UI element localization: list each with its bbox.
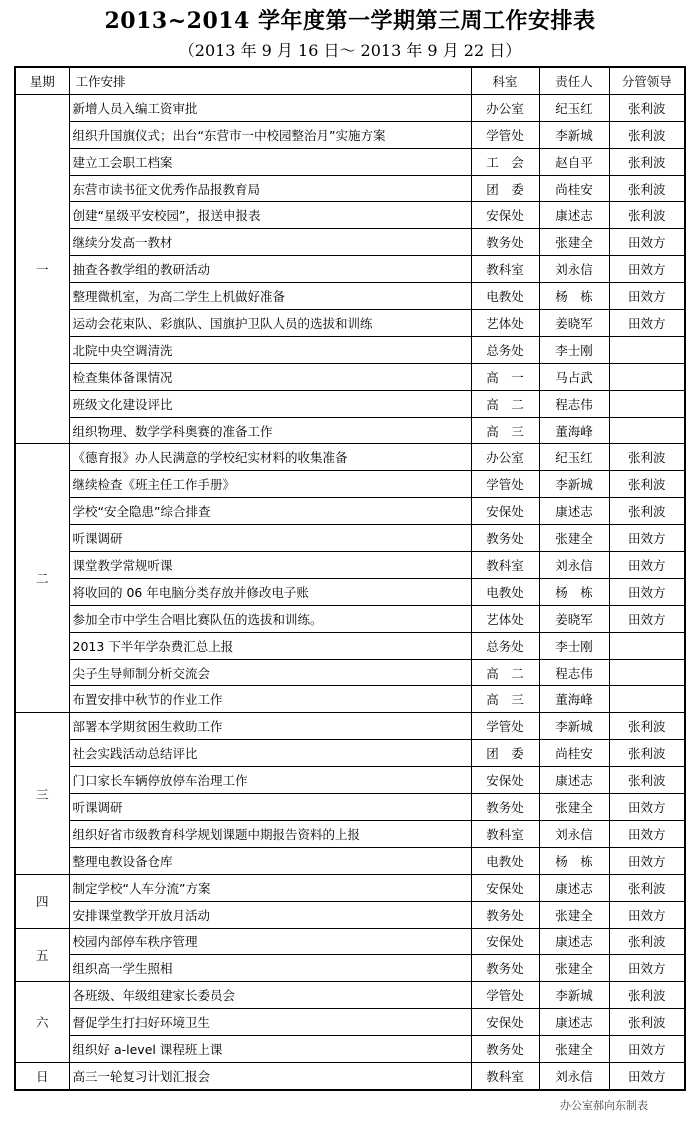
dept-cell: 教务处: [471, 1036, 539, 1063]
leader-cell: 田效方: [609, 605, 685, 632]
page-title: 2013~2014 学年度第一学期第三周工作安排表: [104, 8, 596, 34]
header-person: 责任人: [539, 67, 609, 94]
table-row: [15, 605, 685, 632]
table-row: [15, 148, 685, 175]
table-row: [15, 175, 685, 202]
dept-cell: 艺体处: [471, 310, 539, 337]
dept-cell: 安保处: [471, 767, 539, 794]
table-row: [15, 767, 685, 794]
person-cell: 张建全: [539, 229, 609, 256]
dept-cell: 教科室: [471, 820, 539, 847]
day-cell: 一: [15, 94, 69, 444]
task-cell: 学校“安全隐患”综合排查: [69, 498, 471, 525]
dept-cell: 教务处: [471, 229, 539, 256]
dept-cell: 学管处: [471, 982, 539, 1009]
task-cell: 抽查各教学组的教研活动: [69, 256, 471, 283]
dept-cell: 办公室: [471, 444, 539, 471]
task-cell: 社会实践活动总结评比: [69, 740, 471, 767]
task-cell: 各班级、年级组建家长委员会: [69, 982, 471, 1009]
table-row: [15, 982, 685, 1009]
person-cell: 张建全: [539, 955, 609, 982]
leader-cell: 张利波: [609, 202, 685, 229]
task-cell: 课堂教学常规听课: [69, 552, 471, 579]
schedule-body: [15, 94, 685, 1089]
table-row: [15, 336, 685, 363]
task-cell: 尖子生导师制分析交流会: [69, 659, 471, 686]
leader-cell: [609, 363, 685, 390]
task-cell: 北院中央空调清洗: [69, 336, 471, 363]
task-cell: 高三一轮复习计划汇报会: [69, 1062, 471, 1089]
dept-cell: 团 委: [471, 175, 539, 202]
leader-cell: 田效方: [609, 820, 685, 847]
dept-cell: 教科室: [471, 256, 539, 283]
person-cell: 康述志: [539, 202, 609, 229]
leader-cell: [609, 390, 685, 417]
date-range-subtitle: （2013 年 9 月 16 日～ 2013 年 9 月 22 日）: [178, 41, 522, 60]
task-cell: 校园内部停车秩序管理: [69, 928, 471, 955]
leader-cell: 张利波: [609, 94, 685, 121]
leader-cell: [609, 659, 685, 686]
day-cell: 五: [15, 928, 69, 982]
table-row: [15, 363, 685, 390]
day-cell: 三: [15, 713, 69, 874]
task-cell: 建立工会职工档案: [69, 148, 471, 175]
task-cell: 2013 下半年学杂费汇总上报: [69, 632, 471, 659]
leader-cell: 张利波: [609, 767, 685, 794]
table-row: [15, 1009, 685, 1036]
person-cell: 康述志: [539, 928, 609, 955]
table-row: [15, 713, 685, 740]
table-row: [15, 955, 685, 982]
leader-cell: [609, 686, 685, 713]
person-cell: 纪玉红: [539, 444, 609, 471]
task-cell: 新增人员入编工资审批: [69, 94, 471, 121]
leader-cell: 张利波: [609, 498, 685, 525]
leader-cell: 田效方: [609, 310, 685, 337]
day-cell: 日: [15, 1062, 69, 1089]
person-cell: 李新城: [539, 121, 609, 148]
table-row: [15, 578, 685, 605]
table-row: [15, 659, 685, 686]
dept-cell: 高 二: [471, 659, 539, 686]
task-cell: 整理微机室，为高二学生上机做好准备: [69, 283, 471, 310]
task-cell: 组织高一学生照相: [69, 955, 471, 982]
person-cell: 杨 栋: [539, 847, 609, 874]
task-cell: 布置安排中秋节的作业工作: [69, 686, 471, 713]
header-day: 星期: [15, 67, 69, 94]
dept-cell: 安保处: [471, 498, 539, 525]
person-cell: 张建全: [539, 525, 609, 552]
task-cell: 检查集体备课情况: [69, 363, 471, 390]
table-row: [15, 632, 685, 659]
person-cell: 尚桂安: [539, 740, 609, 767]
header-task: 工作安排: [69, 67, 471, 94]
dept-cell: 电教处: [471, 283, 539, 310]
leader-cell: 张利波: [609, 175, 685, 202]
table-row: [15, 256, 685, 283]
dept-cell: 高 二: [471, 390, 539, 417]
dept-cell: 总务处: [471, 336, 539, 363]
table-row: [15, 874, 685, 901]
dept-cell: 电教处: [471, 578, 539, 605]
task-cell: 督促学生打扫好环境卫生: [69, 1009, 471, 1036]
dept-cell: 教科室: [471, 1062, 539, 1089]
dept-cell: 安保处: [471, 1009, 539, 1036]
person-cell: 康述志: [539, 874, 609, 901]
leader-cell: 田效方: [609, 794, 685, 821]
person-cell: 姜晓军: [539, 310, 609, 337]
leader-cell: 张利波: [609, 713, 685, 740]
table-row: [15, 444, 685, 471]
dept-cell: 教务处: [471, 901, 539, 928]
schedule-table: [14, 66, 686, 1091]
leader-cell: 田效方: [609, 283, 685, 310]
table-row: [15, 552, 685, 579]
leader-cell: [609, 632, 685, 659]
header-dept: 科室: [471, 67, 539, 94]
table-row: [15, 121, 685, 148]
person-cell: 姜晓军: [539, 605, 609, 632]
table-row: [15, 740, 685, 767]
task-cell: 参加全市中学生合唱比赛队伍的选拔和训练。: [69, 605, 471, 632]
person-cell: 刘永信: [539, 256, 609, 283]
leader-cell: [609, 336, 685, 363]
person-cell: 尚桂安: [539, 175, 609, 202]
table-row: [15, 847, 685, 874]
table-row: [15, 820, 685, 847]
leader-cell: 田效方: [609, 847, 685, 874]
person-cell: 程志伟: [539, 659, 609, 686]
leader-cell: 田效方: [609, 1036, 685, 1063]
leader-cell: 田效方: [609, 552, 685, 579]
leader-cell: 田效方: [609, 256, 685, 283]
leader-cell: 张利波: [609, 1009, 685, 1036]
table-row: [15, 525, 685, 552]
task-cell: 组织升国旗仪式；出台“东营市一中校园整治月”实施方案: [69, 121, 471, 148]
person-cell: 李士刚: [539, 632, 609, 659]
leader-cell: 田效方: [609, 525, 685, 552]
leader-cell: 田效方: [609, 901, 685, 928]
leader-cell: 田效方: [609, 955, 685, 982]
table-row: [15, 1036, 685, 1063]
dept-cell: 教务处: [471, 955, 539, 982]
leader-cell: 田效方: [609, 578, 685, 605]
person-cell: 刘永信: [539, 820, 609, 847]
task-cell: 《德育报》办人民满意的学校纪实材料的收集准备: [69, 444, 471, 471]
task-cell: 听课调研: [69, 794, 471, 821]
table-row: [15, 928, 685, 955]
dept-cell: 学管处: [471, 121, 539, 148]
day-cell: 四: [15, 874, 69, 928]
table-row: [15, 1062, 685, 1089]
person-cell: 李新城: [539, 713, 609, 740]
person-cell: 杨 栋: [539, 283, 609, 310]
task-cell: 东营市读书征文优秀作品报教育局: [69, 175, 471, 202]
task-cell: 组织好省市级教育科学规划课题中期报告资料的上报: [69, 820, 471, 847]
person-cell: 康述志: [539, 767, 609, 794]
table-row: [15, 471, 685, 498]
dept-cell: 高 一: [471, 363, 539, 390]
table-row: [15, 901, 685, 928]
day-cell: 二: [15, 444, 69, 713]
dept-cell: 安保处: [471, 874, 539, 901]
leader-cell: 张利波: [609, 740, 685, 767]
leader-cell: 张利波: [609, 444, 685, 471]
person-cell: 董海峰: [539, 686, 609, 713]
leader-cell: 张利波: [609, 928, 685, 955]
task-cell: 继续分发高一教材: [69, 229, 471, 256]
table-row: [15, 283, 685, 310]
person-cell: 李士刚: [539, 336, 609, 363]
leader-cell: 张利波: [609, 874, 685, 901]
person-cell: 董海峰: [539, 417, 609, 444]
task-cell: 组织物理、数学学科奥赛的准备工作: [69, 417, 471, 444]
dept-cell: 工 会: [471, 148, 539, 175]
footer-note: 办公室郝向东制表: [560, 1099, 648, 1112]
dept-cell: 高 三: [471, 417, 539, 444]
header-leader: 分管领导: [609, 67, 685, 94]
person-cell: 康述志: [539, 1009, 609, 1036]
task-cell: 创建“星级平安校园”，报送申报表: [69, 202, 471, 229]
dept-cell: 学管处: [471, 713, 539, 740]
dept-cell: 办公室: [471, 94, 539, 121]
dept-cell: 教科室: [471, 552, 539, 579]
leader-cell: [609, 417, 685, 444]
task-cell: 继续检查《班主任工作手册》: [69, 471, 471, 498]
dept-cell: 安保处: [471, 928, 539, 955]
person-cell: 杨 栋: [539, 578, 609, 605]
task-cell: 安排课堂教学开放月活动: [69, 901, 471, 928]
leader-cell: 张利波: [609, 121, 685, 148]
person-cell: 纪玉红: [539, 94, 609, 121]
person-cell: 刘永信: [539, 1062, 609, 1089]
table-row: [15, 202, 685, 229]
person-cell: 张建全: [539, 1036, 609, 1063]
leader-cell: 张利波: [609, 148, 685, 175]
person-cell: 张建全: [539, 901, 609, 928]
task-cell: 门口家长车辆停放停车治理工作: [69, 767, 471, 794]
header-row: [15, 67, 685, 94]
table-row: [15, 94, 685, 121]
task-cell: 听课调研: [69, 525, 471, 552]
person-cell: 李新城: [539, 471, 609, 498]
person-cell: 张建全: [539, 794, 609, 821]
leader-cell: 田效方: [609, 229, 685, 256]
table-row: [15, 794, 685, 821]
person-cell: 李新城: [539, 982, 609, 1009]
table-row: [15, 417, 685, 444]
task-cell: 将收回的 06 年电脑分类存放并修改电子账: [69, 578, 471, 605]
person-cell: 程志伟: [539, 390, 609, 417]
dept-cell: 安保处: [471, 202, 539, 229]
dept-cell: 电教处: [471, 847, 539, 874]
dept-cell: 教务处: [471, 525, 539, 552]
day-cell: 六: [15, 982, 69, 1063]
leader-cell: 张利波: [609, 471, 685, 498]
table-row: [15, 498, 685, 525]
dept-cell: 总务处: [471, 632, 539, 659]
task-cell: 整理电教设备仓库: [69, 847, 471, 874]
leader-cell: 张利波: [609, 982, 685, 1009]
dept-cell: 高 三: [471, 686, 539, 713]
leader-cell: 田效方: [609, 1062, 685, 1089]
dept-cell: 学管处: [471, 471, 539, 498]
task-cell: 部署本学期贫困生救助工作: [69, 713, 471, 740]
table-row: [15, 229, 685, 256]
task-cell: 制定学校“人车分流”方案: [69, 874, 471, 901]
person-cell: 马占武: [539, 363, 609, 390]
person-cell: 康述志: [539, 498, 609, 525]
table-row: [15, 390, 685, 417]
dept-cell: 教务处: [471, 794, 539, 821]
task-cell: 运动会花束队、彩旗队、国旗护卫队人员的选拔和训练: [69, 310, 471, 337]
dept-cell: 艺体处: [471, 605, 539, 632]
task-cell: 班级文化建设评比: [69, 390, 471, 417]
person-cell: 赵自平: [539, 148, 609, 175]
dept-cell: 团 委: [471, 740, 539, 767]
table-row: [15, 310, 685, 337]
task-cell: 组织好 a-level 课程班上课: [69, 1036, 471, 1063]
table-row: [15, 686, 685, 713]
person-cell: 刘永信: [539, 552, 609, 579]
